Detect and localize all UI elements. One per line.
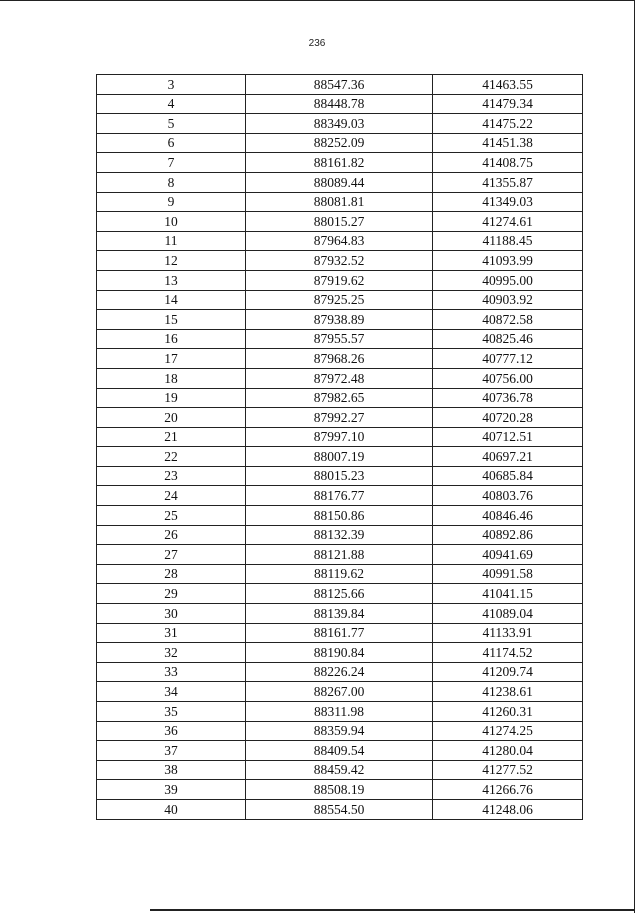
x-coordinate-cell: 87955.57 <box>246 329 433 349</box>
y-coordinate-cell: 41463.55 <box>433 75 583 95</box>
point-number-cell: 37 <box>97 741 246 761</box>
point-number-cell: 35 <box>97 702 246 722</box>
x-coordinate-cell: 88547.36 <box>246 75 433 95</box>
point-number-cell: 15 <box>97 310 246 330</box>
point-number-cell: 18 <box>97 368 246 388</box>
y-coordinate-cell: 41277.52 <box>433 760 583 780</box>
point-number-cell: 40 <box>97 799 246 819</box>
x-coordinate-cell: 88015.23 <box>246 466 433 486</box>
point-number-cell: 23 <box>97 466 246 486</box>
x-coordinate-cell: 88459.42 <box>246 760 433 780</box>
x-coordinate-cell: 87938.89 <box>246 310 433 330</box>
y-coordinate-cell: 40995.00 <box>433 270 583 290</box>
y-coordinate-cell: 40777.12 <box>433 349 583 369</box>
point-number-cell: 31 <box>97 623 246 643</box>
table-row <box>97 172 583 192</box>
point-number-cell: 5 <box>97 114 246 134</box>
x-coordinate-cell: 88081.81 <box>246 192 433 212</box>
x-coordinate-cell: 87964.83 <box>246 231 433 251</box>
x-coordinate-cell: 87919.62 <box>246 270 433 290</box>
table-row <box>97 212 583 232</box>
x-coordinate-cell: 88554.50 <box>246 799 433 819</box>
y-coordinate-cell: 40756.00 <box>433 368 583 388</box>
table-row <box>97 741 583 761</box>
y-coordinate-cell: 41133.91 <box>433 623 583 643</box>
table-row <box>97 623 583 643</box>
y-coordinate-cell: 41479.34 <box>433 94 583 114</box>
x-coordinate-cell: 88267.00 <box>246 682 433 702</box>
y-coordinate-cell: 41174.52 <box>433 643 583 663</box>
table-row <box>97 192 583 212</box>
y-coordinate-cell: 40803.76 <box>433 486 583 506</box>
table-row <box>97 349 583 369</box>
table-row <box>97 604 583 624</box>
point-number-cell: 16 <box>97 329 246 349</box>
page-number: 236 <box>308 38 326 49</box>
y-coordinate-cell: 41475.22 <box>433 114 583 134</box>
y-coordinate-cell: 41349.03 <box>433 192 583 212</box>
x-coordinate-cell: 88409.54 <box>246 741 433 761</box>
y-coordinate-cell: 40736.78 <box>433 388 583 408</box>
point-number-cell: 6 <box>97 133 246 153</box>
y-coordinate-cell: 40712.51 <box>433 427 583 447</box>
point-number-cell: 30 <box>97 604 246 624</box>
table-row <box>97 525 583 545</box>
x-coordinate-cell: 87932.52 <box>246 251 433 271</box>
table-row <box>97 486 583 506</box>
point-number-cell: 11 <box>97 231 246 251</box>
point-number-cell: 39 <box>97 780 246 800</box>
x-coordinate-cell: 88125.66 <box>246 584 433 604</box>
x-coordinate-cell: 88176.77 <box>246 486 433 506</box>
y-coordinate-cell: 41451.38 <box>433 133 583 153</box>
table-row <box>97 408 583 428</box>
table-row <box>97 94 583 114</box>
y-coordinate-cell: 40697.21 <box>433 447 583 467</box>
y-coordinate-cell: 40825.46 <box>433 329 583 349</box>
point-number-cell: 8 <box>97 172 246 192</box>
table-row <box>97 133 583 153</box>
y-coordinate-cell: 41093.99 <box>433 251 583 271</box>
table-row <box>97 231 583 251</box>
y-coordinate-cell: 41274.25 <box>433 721 583 741</box>
table-row <box>97 702 583 722</box>
x-coordinate-cell: 88161.77 <box>246 623 433 643</box>
table-row <box>97 368 583 388</box>
x-coordinate-cell: 88448.78 <box>246 94 433 114</box>
point-number-cell: 33 <box>97 662 246 682</box>
y-coordinate-cell: 41089.04 <box>433 604 583 624</box>
x-coordinate-cell: 88150.86 <box>246 506 433 526</box>
point-number-cell: 27 <box>97 545 246 565</box>
y-coordinate-cell: 40846.46 <box>433 506 583 526</box>
table-row <box>97 506 583 526</box>
y-coordinate-cell: 41274.61 <box>433 212 583 232</box>
y-coordinate-cell: 40872.58 <box>433 310 583 330</box>
y-coordinate-cell: 41408.75 <box>433 153 583 173</box>
table-row <box>97 545 583 565</box>
x-coordinate-cell: 88226.24 <box>246 662 433 682</box>
coordinates-table <box>96 74 583 820</box>
table-row <box>97 290 583 310</box>
point-number-cell: 20 <box>97 408 246 428</box>
x-coordinate-cell: 88132.39 <box>246 525 433 545</box>
x-coordinate-cell: 88359.94 <box>246 721 433 741</box>
x-coordinate-cell: 88349.03 <box>246 114 433 134</box>
table-row <box>97 427 583 447</box>
x-coordinate-cell: 88119.62 <box>246 564 433 584</box>
point-number-cell: 21 <box>97 427 246 447</box>
point-number-cell: 14 <box>97 290 246 310</box>
x-coordinate-cell: 88190.84 <box>246 643 433 663</box>
point-number-cell: 28 <box>97 564 246 584</box>
point-number-cell: 32 <box>97 643 246 663</box>
y-coordinate-cell: 40941.69 <box>433 545 583 565</box>
y-coordinate-cell: 41209.74 <box>433 662 583 682</box>
y-coordinate-cell: 41355.87 <box>433 172 583 192</box>
table-row <box>97 75 583 95</box>
table-row <box>97 329 583 349</box>
point-number-cell: 36 <box>97 721 246 741</box>
point-number-cell: 13 <box>97 270 246 290</box>
table-row <box>97 760 583 780</box>
point-number-cell: 34 <box>97 682 246 702</box>
x-coordinate-cell: 87972.48 <box>246 368 433 388</box>
x-coordinate-cell: 88311.98 <box>246 702 433 722</box>
x-coordinate-cell: 87997.10 <box>246 427 433 447</box>
x-coordinate-cell: 88161.82 <box>246 153 433 173</box>
table-row <box>97 447 583 467</box>
y-coordinate-cell: 41248.06 <box>433 799 583 819</box>
table-row <box>97 114 583 134</box>
y-coordinate-cell: 40720.28 <box>433 408 583 428</box>
table-row <box>97 682 583 702</box>
table-row <box>97 584 583 604</box>
point-number-cell: 26 <box>97 525 246 545</box>
point-number-cell: 19 <box>97 388 246 408</box>
table-row <box>97 643 583 663</box>
point-number-cell: 29 <box>97 584 246 604</box>
y-coordinate-cell: 41041.15 <box>433 584 583 604</box>
y-coordinate-cell: 40903.92 <box>433 290 583 310</box>
x-coordinate-cell: 88121.88 <box>246 545 433 565</box>
table-row <box>97 466 583 486</box>
page-border-bottom <box>150 909 634 911</box>
table-row <box>97 564 583 584</box>
table-row <box>97 721 583 741</box>
y-coordinate-cell: 41188.45 <box>433 231 583 251</box>
x-coordinate-cell: 87982.65 <box>246 388 433 408</box>
y-coordinate-cell: 41266.76 <box>433 780 583 800</box>
y-coordinate-cell: 40685.84 <box>433 466 583 486</box>
y-coordinate-cell: 40991.58 <box>433 564 583 584</box>
table-row <box>97 251 583 271</box>
y-coordinate-cell: 40892.86 <box>433 525 583 545</box>
table-row <box>97 388 583 408</box>
point-number-cell: 17 <box>97 349 246 369</box>
point-number-cell: 38 <box>97 760 246 780</box>
point-number-cell: 22 <box>97 447 246 467</box>
point-number-cell: 10 <box>97 212 246 232</box>
point-number-cell: 9 <box>97 192 246 212</box>
point-number-cell: 7 <box>97 153 246 173</box>
y-coordinate-cell: 41280.04 <box>433 741 583 761</box>
x-coordinate-cell: 88007.19 <box>246 447 433 467</box>
point-number-cell: 3 <box>97 75 246 95</box>
x-coordinate-cell: 88252.09 <box>246 133 433 153</box>
page-border-top <box>0 0 634 1</box>
x-coordinate-cell: 88089.44 <box>246 172 433 192</box>
table-row <box>97 662 583 682</box>
y-coordinate-cell: 41260.31 <box>433 702 583 722</box>
point-number-cell: 25 <box>97 506 246 526</box>
x-coordinate-cell: 87992.27 <box>246 408 433 428</box>
point-number-cell: 4 <box>97 94 246 114</box>
table-row <box>97 780 583 800</box>
coordinates-table-body <box>97 75 583 820</box>
table-row <box>97 153 583 173</box>
page-border-right <box>634 0 635 913</box>
x-coordinate-cell: 88015.27 <box>246 212 433 232</box>
table-row <box>97 310 583 330</box>
table-row <box>97 799 583 819</box>
x-coordinate-cell: 87925.25 <box>246 290 433 310</box>
x-coordinate-cell: 88508.19 <box>246 780 433 800</box>
point-number-cell: 24 <box>97 486 246 506</box>
y-coordinate-cell: 41238.61 <box>433 682 583 702</box>
table-row <box>97 270 583 290</box>
point-number-cell: 12 <box>97 251 246 271</box>
x-coordinate-cell: 87968.26 <box>246 349 433 369</box>
x-coordinate-cell: 88139.84 <box>246 604 433 624</box>
